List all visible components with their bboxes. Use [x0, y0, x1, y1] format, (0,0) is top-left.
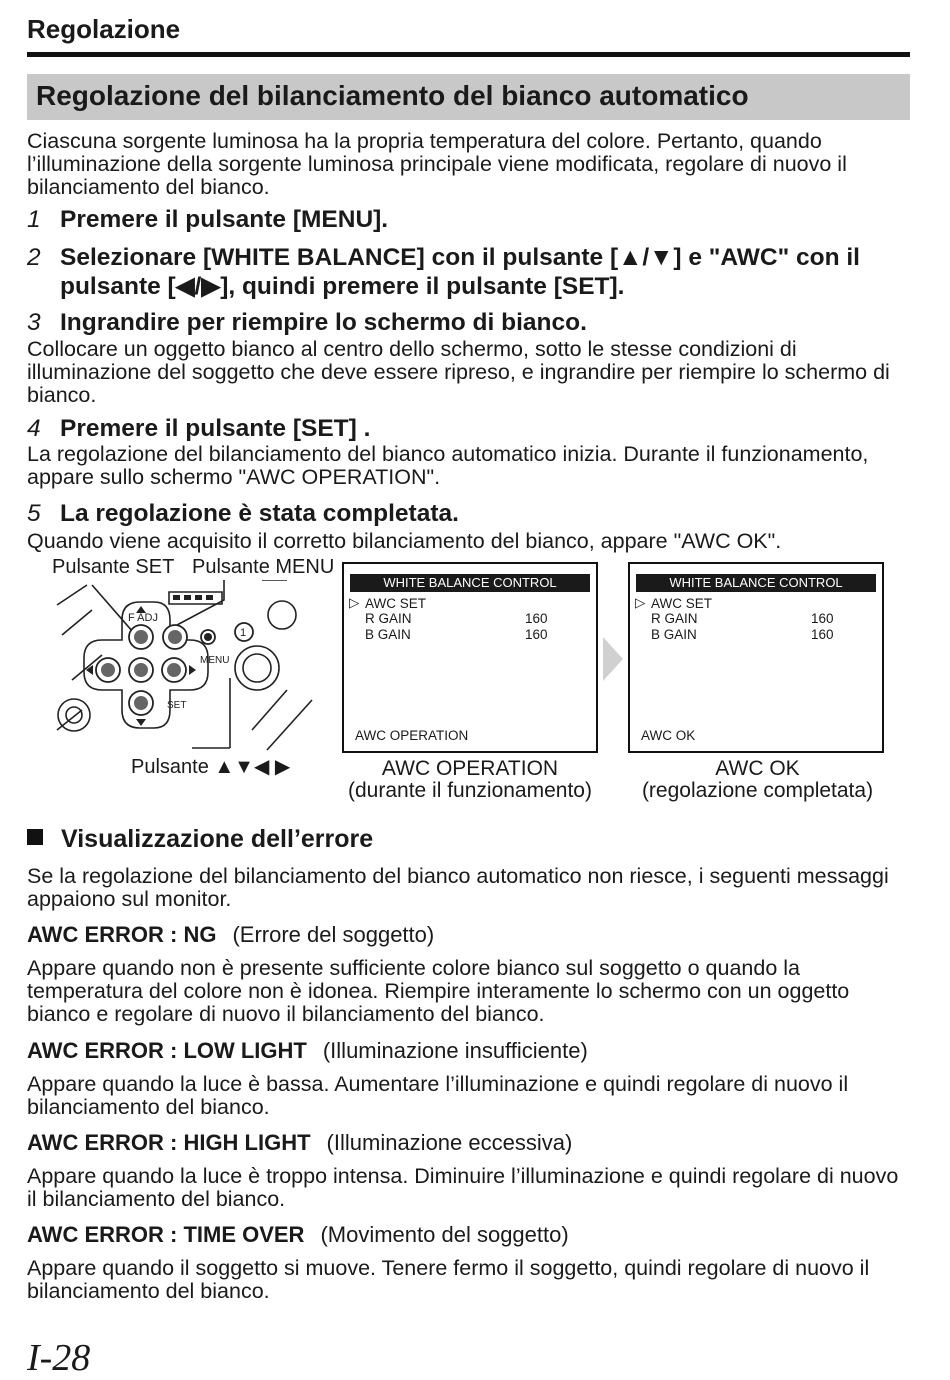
error-desc-low-light: Appare quando la luce è bassa. Aumentare l’illuminazione e quindi regolare di nuovo il bilanciamento del bianco.	[27, 1072, 849, 1119]
step-3-description: Collocare un oggetto bianco al centro dello schermo, sotto le stesse condizioni di illuminazione del soggetto che deve essere ripreso, e ingrandire per riempire lo schermo di bianco.	[27, 337, 890, 407]
caption-main: AWC OK	[715, 757, 800, 780]
step-text: Selezionare [WHITE BALANCE] con il pulsante [▲/▼] e "AWC" con il pulsante [◀/▶], quindi premere il pulsante [SET].	[60, 244, 860, 300]
panel-1-caption	[330, 758, 610, 802]
panel-header: WHITE BALANCE CONTROL	[350, 574, 590, 592]
label-set-button: Pulsante SET	[52, 556, 175, 578]
panel-2-caption	[625, 758, 890, 802]
error-label-high-light	[27, 1130, 572, 1156]
step-1	[27, 205, 917, 234]
awc-set-row: AWC SET	[651, 596, 713, 611]
step-text: La regolazione è stata completata.	[60, 500, 459, 527]
step-number: 4	[27, 415, 41, 442]
transition-arrow-icon	[601, 635, 625, 683]
step-number: 5	[27, 500, 41, 527]
error-desc-high-light: Appare quando la luce è troppo intensa. Diminuire l’illuminazione e quindi regolare di nuovo il bilanciamento del bianco.	[27, 1164, 899, 1211]
panel-header: WHITE BALANCE CONTROL	[636, 574, 876, 592]
error-meaning: (Illuminazione insufficiente)	[322, 1038, 588, 1063]
step-number: 3	[27, 309, 41, 336]
error-meaning: (Errore del soggetto)	[232, 922, 435, 947]
error-heading-text: Visualizzazione dell’errore	[61, 825, 374, 853]
error-meaning: (Illuminazione eccessiva)	[326, 1130, 573, 1155]
error-code: AWC ERROR : TIME OVER	[27, 1222, 305, 1247]
b-gain-label: B GAIN	[365, 627, 411, 642]
page-number: I-28	[27, 1337, 91, 1379]
caption-sub: (regolazione completata)	[641, 779, 874, 802]
r-gain-value: 160	[525, 611, 548, 626]
error-meaning: (Movimento del soggetto)	[320, 1222, 569, 1247]
step-number: 1	[27, 206, 41, 233]
step-2	[27, 243, 917, 301]
step-5	[27, 499, 917, 528]
step-number: 2	[27, 244, 41, 271]
label-menu-button: Pulsante MENU	[192, 556, 335, 578]
b-gain-value: 160	[525, 627, 548, 642]
status-text: AWC OK	[641, 728, 696, 743]
error-desc-time-over: Appare quando il soggetto si muove. Tenere fermo il soggetto, quindi regolare di nuovo il bilanciamento del bianco.	[27, 1256, 870, 1303]
step-text: Premere il pulsante [SET] .	[60, 415, 371, 442]
error-desc-ng: Appare quando non è presente sufficiente colore bianco sul soggetto o quando la temperatura del colore non è idonea. Riempire interamente lo schermo con un oggetto bianco e regolare di nuovo il bilanciamento del bianco.	[27, 956, 850, 1026]
error-code: AWC ERROR : NG	[27, 922, 217, 947]
awc-ok-screen	[628, 562, 884, 753]
cursor-icon: ▷	[349, 595, 360, 610]
awc-operation-screen	[342, 562, 598, 753]
error-code: AWC ERROR : LOW LIGHT	[27, 1038, 307, 1063]
status-text: AWC OPERATION	[355, 728, 469, 743]
error-intro: Se la regolazione del bilanciamento del bianco automatico non riesce, i seguenti messaggi appaiono sul monitor.	[27, 864, 889, 911]
step-4-description: La regolazione del bilanciamento del bianco automatico inizia. Durante il funzionamento, appare sullo schermo "AWC OPERATION".	[27, 442, 869, 489]
cursor-icon: ▷	[635, 595, 646, 610]
error-label-low-light	[27, 1038, 588, 1064]
caption-main: AWC OPERATION	[381, 757, 559, 780]
section-header: Regolazione	[27, 14, 181, 44]
step-text: Premere il pulsante [MENU].	[60, 206, 389, 233]
awc-set-row: AWC SET	[365, 596, 427, 611]
header-rule	[27, 52, 910, 57]
step-4	[27, 414, 917, 443]
r-gain-label: R GAIN	[365, 611, 412, 626]
step-3	[27, 308, 917, 337]
b-gain-label: B GAIN	[651, 627, 697, 642]
r-gain-value: 160	[811, 611, 834, 626]
circled-one-label: 1	[240, 627, 247, 639]
error-section-heading	[27, 825, 373, 854]
f-adj-label: F ADJ	[128, 612, 158, 624]
caption-sub: (durante il funzionamento)	[348, 779, 592, 802]
camera-controls-illustration	[52, 580, 337, 752]
error-label-time-over	[27, 1222, 569, 1248]
step-5-description: Quando viene acquisito il corretto bilanciamento del bianco, appare "AWC OK".	[27, 529, 782, 553]
page-title: Regolazione del bilanciamento del bianco automatico	[36, 80, 749, 111]
error-label-ng	[27, 922, 434, 948]
label-arrow-buttons: Pulsante ▲▼◀ ▶	[131, 756, 291, 778]
step-text: Ingrandire per riempire lo schermo di bianco.	[60, 309, 587, 336]
intro-paragraph: Ciascuna sorgente luminosa ha la propria temperatura del colore. Pertanto, quando l’illuminazione della sorgente luminosa principale viene modificata, regolare di nuovo il bilanciamento del bianco.	[27, 129, 847, 199]
set-small-label: SET	[167, 700, 187, 711]
square-bullet-icon	[27, 829, 43, 845]
b-gain-value: 160	[811, 627, 834, 642]
error-code: AWC ERROR : HIGH LIGHT	[27, 1130, 311, 1155]
r-gain-label: R GAIN	[651, 611, 698, 626]
menu-small-label: MENU	[200, 655, 230, 666]
